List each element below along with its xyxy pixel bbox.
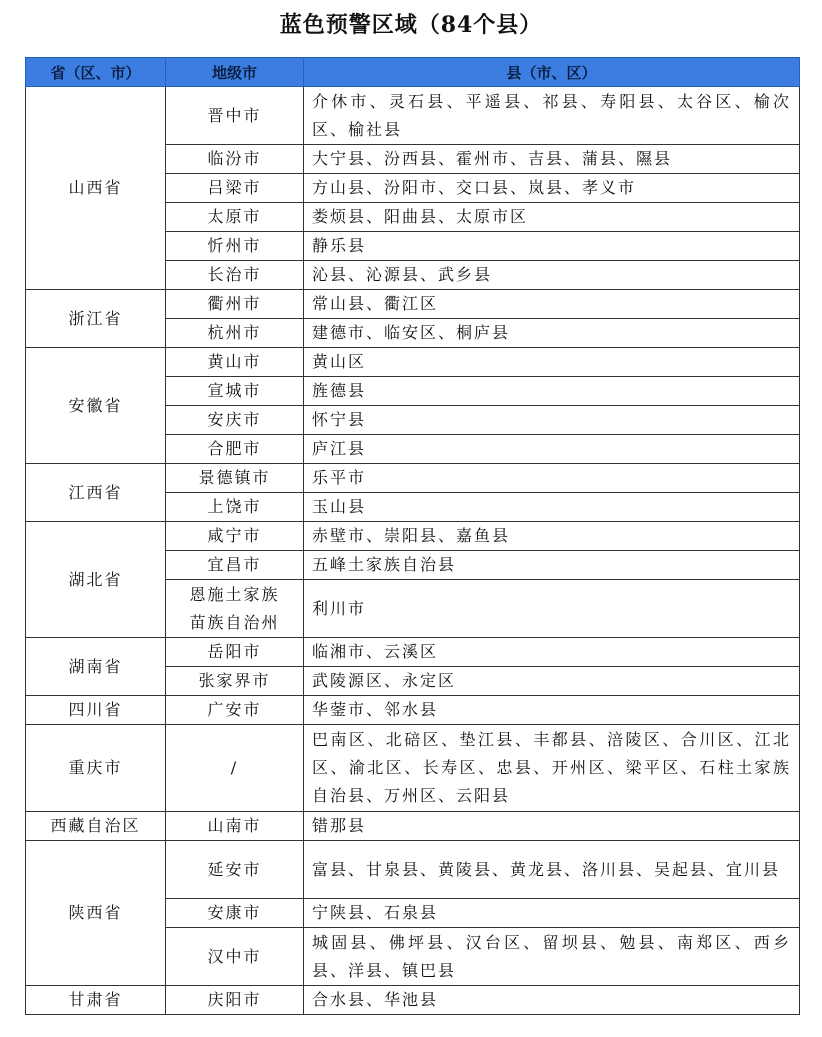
city-cell: 恩施土家族苗族自治州 [166,580,304,638]
city-cell: 黄山市 [166,348,304,377]
city-cell: 晋中市 [166,87,304,145]
city-cell: 合肥市 [166,435,304,464]
province-cell: 湖南省 [26,638,166,696]
county-cell: 介休市、灵石县、平遥县、祁县、寿阳县、太谷区、榆次区、榆社县 [304,87,800,145]
county-cell: 庐江县 [304,435,800,464]
county-cell: 方山县、汾阳市、交口县、岚县、孝义市 [304,174,800,203]
county-cell: 合水县、华池县 [304,986,800,1015]
city-cell: 汉中市 [166,928,304,986]
county-cell: 娄烦县、阳曲县、太原市区 [304,203,800,232]
city-cell: 太原市 [166,203,304,232]
province-cell: 陕西省 [26,841,166,986]
city-cell: 延安市 [166,841,304,899]
county-cell: 武陵源区、永定区 [304,667,800,696]
county-cell: 大宁县、汾西县、霍州市、吉县、蒲县、隰县 [304,145,800,174]
city-cell: 宣城市 [166,377,304,406]
city-cell: 忻州市 [166,232,304,261]
city-cell: 安康市 [166,899,304,928]
header-city: 地级市 [166,58,304,87]
table-row [26,522,800,551]
table-row [26,696,800,725]
county-cell: 巴南区、北碚区、垫江县、丰都县、涪陵区、合川区、江北区、渝北区、长寿区、忠县、开州区、梁平区、石柱土家族自治县、万州区、云阳县 [304,725,800,812]
table-row [26,638,800,667]
county-cell: 建德市、临安区、桐庐县 [304,319,800,348]
county-cell: 赤壁市、崇阳县、嘉鱼县 [304,522,800,551]
province-cell: 湖北省 [26,522,166,638]
province-cell: 西藏自治区 [26,812,166,841]
county-cell: 乐平市 [304,464,800,493]
county-cell: 旌德县 [304,377,800,406]
city-cell: 衢州市 [166,290,304,319]
county-cell: 华蓥市、邻水县 [304,696,800,725]
province-cell: 重庆市 [26,725,166,812]
province-cell: 四川省 [26,696,166,725]
county-cell: 常山县、衢江区 [304,290,800,319]
city-cell: 庆阳市 [166,986,304,1015]
city-cell: 上饶市 [166,493,304,522]
county-cell: 错那县 [304,812,800,841]
county-cell: 玉山县 [304,493,800,522]
page-title: 蓝色预警区域（84个县） [279,12,543,38]
county-cell: 静乐县 [304,232,800,261]
city-cell: 吕梁市 [166,174,304,203]
table-row [26,348,800,377]
city-cell: 广安市 [166,696,304,725]
county-cell: 城固县、佛坪县、汉台区、留坝县、勉县、南郑区、西乡县、洋县、镇巴县 [304,928,800,986]
county-cell: 利川市 [304,580,800,638]
city-cell: 景德镇市 [166,464,304,493]
table-row [26,986,800,1015]
city-cell: 咸宁市 [166,522,304,551]
city-cell: 张家界市 [166,667,304,696]
table-row [26,87,800,145]
city-cell: / [166,725,304,812]
header-province: 省（区、市） [26,58,166,87]
table-row [26,812,800,841]
county-cell: 宁陕县、石泉县 [304,899,800,928]
province-cell: 山西省 [26,87,166,290]
city-cell: 安庆市 [166,406,304,435]
header-county: 县（市、区） [304,58,800,87]
city-cell: 长治市 [166,261,304,290]
province-cell: 江西省 [26,464,166,522]
county-cell: 沁县、沁源县、武乡县 [304,261,800,290]
city-cell: 杭州市 [166,319,304,348]
city-cell: 岳阳市 [166,638,304,667]
table-row [26,290,800,319]
warning-region-table [25,57,800,1015]
city-cell: 临汾市 [166,145,304,174]
province-cell: 甘肃省 [26,986,166,1015]
county-cell: 富县、甘泉县、黄陵县、黄龙县、洛川县、吴起县、宜川县 [304,841,800,899]
table-row [26,725,800,812]
table-row [26,841,800,899]
county-cell: 黄山区 [304,348,800,377]
county-cell: 临湘市、云溪区 [304,638,800,667]
table-header-row [26,58,800,87]
city-cell: 宜昌市 [166,551,304,580]
province-cell: 浙江省 [26,290,166,348]
city-cell: 山南市 [166,812,304,841]
table-row [26,464,800,493]
province-cell: 安徽省 [26,348,166,464]
county-cell: 怀宁县 [304,406,800,435]
county-cell: 五峰土家族自治县 [304,551,800,580]
